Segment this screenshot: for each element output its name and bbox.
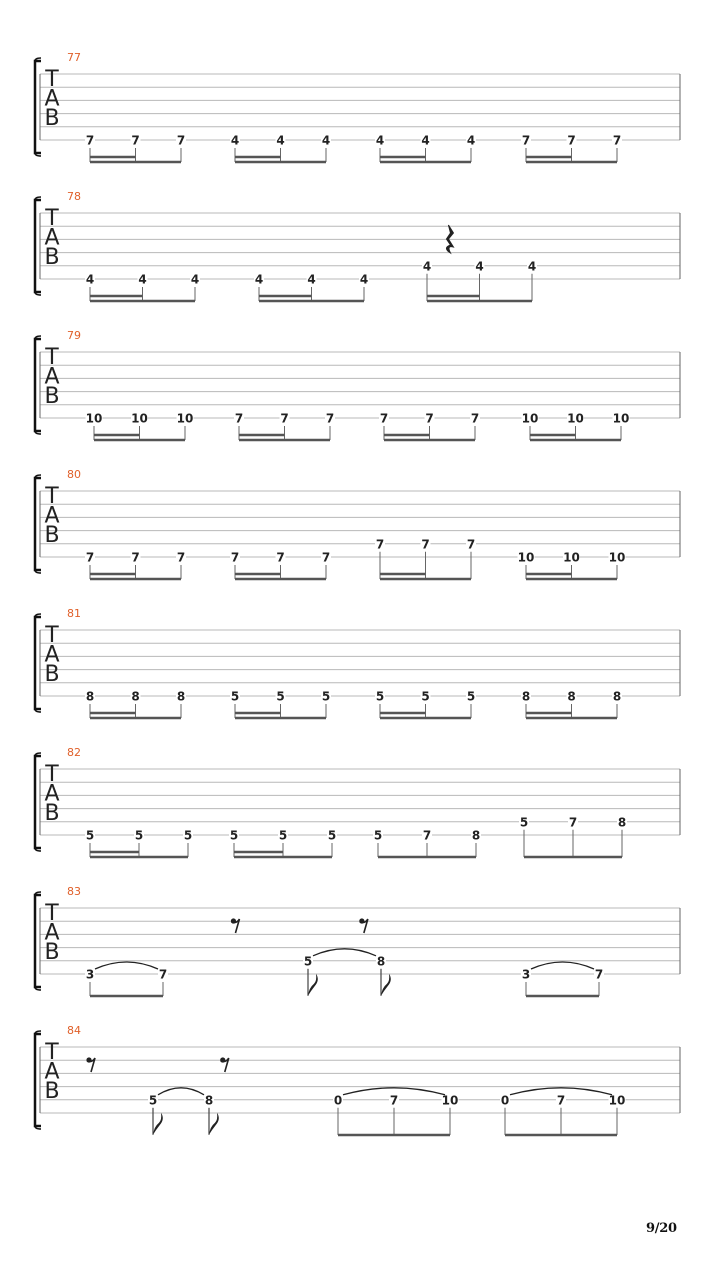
fret-number: 4 [307, 272, 316, 287]
tab-clef-letter: T [45, 206, 59, 231]
fret-number: 5 [230, 689, 240, 704]
fret-number: 5 [466, 689, 476, 704]
measure-number: 79 [67, 329, 81, 342]
fret-number: 8 [131, 689, 140, 704]
fret-number: 5 [373, 828, 383, 843]
tab-clef-letter: A [44, 503, 60, 529]
measure-number: 80 [67, 468, 81, 481]
fret-number: 4 [422, 259, 432, 274]
fret-number: 4 [230, 133, 240, 148]
fret-number: 4 [466, 133, 476, 148]
fret-number: 4 [421, 133, 430, 148]
fret-number: 5 [278, 828, 288, 843]
measure-number: 81 [67, 607, 81, 620]
eighth-flag [153, 1113, 163, 1135]
fret-number: 7 [594, 967, 604, 982]
fret-number: 4 [321, 133, 331, 148]
tab-clef-letter: T [45, 67, 59, 92]
tab-clef-letter: T [45, 1040, 59, 1065]
fret-number: 5 [276, 689, 285, 704]
fret-number: 4 [375, 133, 385, 148]
fret-number: 7 [158, 967, 168, 982]
fret-number: 7 [85, 550, 95, 565]
fret-number: 8 [617, 815, 627, 830]
slur-arc [158, 1088, 204, 1095]
fret-number: 4 [359, 272, 369, 287]
tab-clef-letter: T [45, 623, 59, 648]
fret-number: 5 [229, 828, 239, 843]
fret-number: 7 [425, 411, 434, 426]
fret-number: 10 [612, 411, 630, 426]
fret-number: 7 [470, 411, 480, 426]
page-number: 9/20 [646, 1221, 677, 1236]
fret-number: 5 [421, 689, 430, 704]
fret-number: 7 [276, 550, 285, 565]
fret-number: 7 [567, 133, 576, 148]
fret-number: 7 [131, 550, 140, 565]
slur-arc [95, 962, 158, 969]
fret-number: 7 [466, 537, 476, 552]
slur-arc [313, 949, 376, 956]
fret-number: 7 [389, 1093, 399, 1108]
fret-number: 7 [176, 550, 186, 565]
fret-number: 7 [230, 550, 240, 565]
fret-number: 10 [176, 411, 194, 426]
tab-clef-letter: B [44, 523, 60, 548]
tab-clef-letter: B [44, 384, 60, 409]
fret-number: 7 [379, 411, 389, 426]
tab-clef-letter: A [44, 781, 60, 807]
fret-number: 5 [148, 1093, 158, 1108]
fret-number: 10 [563, 550, 580, 565]
fret-number: 10 [521, 411, 539, 426]
fret-number: 10 [131, 411, 148, 426]
fret-number: 4 [527, 259, 537, 274]
fret-number: 7 [421, 537, 430, 552]
fret-number: 4 [475, 259, 484, 274]
tab-clef-letter: A [44, 920, 60, 946]
fret-number: 8 [204, 1093, 214, 1108]
tab-clef-letter: B [44, 106, 60, 131]
fret-number: 7 [375, 537, 385, 552]
fret-number: 5 [183, 828, 193, 843]
fret-number: 7 [234, 411, 244, 426]
fret-number: 7 [568, 815, 578, 830]
fret-number: 7 [556, 1093, 566, 1108]
tab-clef-letter: A [44, 642, 60, 668]
fret-number: 7 [131, 133, 140, 148]
fret-number: 7 [612, 133, 622, 148]
fret-number: 8 [176, 689, 186, 704]
fret-number: 5 [134, 828, 144, 843]
fret-number: 8 [567, 689, 576, 704]
measure-number: 84 [67, 1024, 81, 1037]
eighth-flag [381, 974, 391, 996]
fret-number: 3 [521, 967, 531, 982]
eighth-flag [209, 1113, 219, 1135]
fret-number: 5 [327, 828, 337, 843]
fret-number: 8 [85, 689, 95, 704]
fret-number: 3 [85, 967, 95, 982]
fret-number: 8 [471, 828, 481, 843]
fret-number: 10 [608, 550, 626, 565]
tab-clef-letter: T [45, 484, 59, 509]
slur-arc [531, 962, 594, 969]
fret-number: 7 [85, 133, 95, 148]
fret-number: 7 [521, 133, 531, 148]
tab-clef-letter: A [44, 364, 60, 390]
tab-clef-letter: A [44, 225, 60, 251]
fret-number: 4 [190, 272, 200, 287]
tab-clef-letter: T [45, 901, 59, 926]
tab-clef-letter: B [44, 662, 60, 687]
fret-number: 4 [138, 272, 147, 287]
fret-number: 4 [254, 272, 264, 287]
fret-number: 5 [303, 954, 313, 969]
fret-number: 5 [85, 828, 95, 843]
tab-clef-letter: B [44, 245, 60, 270]
tab-clef-letter: T [45, 345, 59, 370]
measure-number: 82 [67, 746, 81, 759]
eighth-flag [308, 974, 318, 996]
tab-clef-letter: A [44, 86, 60, 112]
fret-number: 10 [85, 411, 103, 426]
measure-number: 78 [67, 190, 81, 203]
fret-number: 4 [276, 133, 285, 148]
fret-number: 7 [321, 550, 331, 565]
fret-number: 7 [325, 411, 335, 426]
tab-clef-letter: B [44, 940, 60, 965]
tab-clef-letter: T [45, 762, 59, 787]
fret-number: 10 [517, 550, 535, 565]
fret-number: 5 [321, 689, 331, 704]
tab-clef-letter: B [44, 1079, 60, 1104]
measure-number: 83 [67, 885, 81, 898]
fret-number: 0 [333, 1093, 343, 1108]
fret-number: 8 [376, 954, 386, 969]
fret-number: 7 [176, 133, 186, 148]
fret-number: 5 [375, 689, 385, 704]
fret-number: 10 [608, 1093, 626, 1108]
fret-number: 0 [500, 1093, 510, 1108]
fret-number: 10 [441, 1093, 459, 1108]
fret-number: 8 [521, 689, 531, 704]
measure-number: 77 [67, 51, 81, 64]
fret-number: 4 [85, 272, 95, 287]
fret-number: 10 [567, 411, 584, 426]
fret-number: 5 [519, 815, 529, 830]
fret-number: 7 [422, 828, 432, 843]
tab-clef-letter: B [44, 801, 60, 826]
fret-number: 7 [280, 411, 289, 426]
fret-number: 8 [612, 689, 622, 704]
tab-clef-letter: A [44, 1059, 60, 1085]
